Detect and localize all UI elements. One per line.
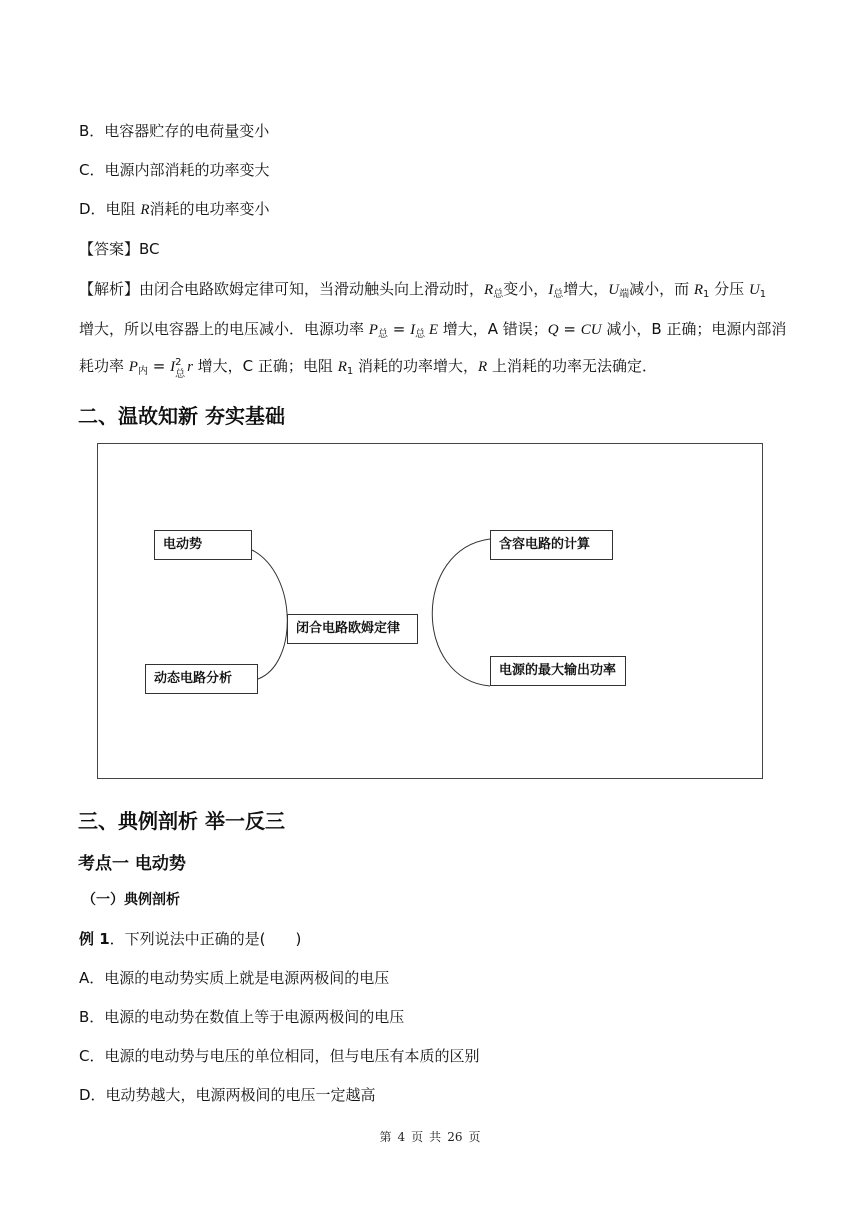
subscript: 端 bbox=[619, 289, 630, 300]
var-U1: U bbox=[748, 282, 760, 298]
var-R1: R bbox=[337, 359, 347, 375]
analysis-text: 耗功率 bbox=[79, 357, 129, 375]
concept-map-connectors bbox=[98, 444, 762, 778]
option-d-suffix: 消耗的电功率变小 bbox=[149, 200, 270, 218]
var-R: R bbox=[478, 359, 488, 375]
subscript: 总 bbox=[553, 289, 564, 300]
example-1-option-b: B．电源的电动势在数值上等于电源两极间的电压 bbox=[79, 1008, 405, 1026]
answer-line bbox=[79, 239, 160, 259]
equals: = bbox=[558, 320, 581, 338]
analysis-label: 【解析】 bbox=[79, 280, 140, 298]
footer-di: 第 bbox=[379, 1130, 392, 1144]
node-emf: 电动势 bbox=[154, 530, 252, 560]
var-I: I bbox=[548, 282, 554, 298]
subscript: 内 bbox=[137, 366, 148, 377]
sup-sub-stack bbox=[175, 356, 187, 380]
footer-ye: 页 bbox=[411, 1130, 424, 1144]
var-R1: R bbox=[693, 282, 704, 298]
equals: = bbox=[387, 320, 411, 338]
concept-map bbox=[97, 443, 763, 779]
analysis-text: 变小， bbox=[503, 280, 549, 298]
answer-value: BC bbox=[139, 240, 160, 258]
footer-gong: 共 bbox=[429, 1130, 442, 1144]
example-1-option-a: A．电源的电动势实质上就是电源两极间的电压 bbox=[79, 969, 390, 987]
connector-right bbox=[432, 539, 490, 686]
option-d-prefix: D．电阻 bbox=[79, 200, 141, 218]
superscript: 2 bbox=[175, 357, 182, 368]
section-3-title: 三、典例剖析 举一反三 bbox=[78, 809, 285, 833]
total-pages: 26 bbox=[447, 1130, 463, 1144]
var-P: P bbox=[368, 322, 378, 338]
example-label: 例 1 bbox=[79, 930, 110, 948]
analysis-text: 消耗的功率增大， bbox=[353, 357, 479, 375]
example-1-stem bbox=[79, 929, 301, 949]
kaodian-title: 考点一 电动势 bbox=[78, 854, 186, 874]
subscript: 总 bbox=[175, 369, 186, 380]
analysis-text: 增大，所以电容器上的电压减小．电源功率 bbox=[79, 320, 369, 338]
page-number: 4 bbox=[397, 1130, 406, 1144]
node-dynamic-circuit: 动态电路分析 bbox=[145, 664, 258, 694]
analysis-text: 减小，而 bbox=[629, 280, 694, 298]
var-E: E bbox=[425, 322, 438, 338]
var-R: R bbox=[140, 202, 150, 218]
answer-label: 【答案】 bbox=[79, 240, 140, 258]
analysis-text: 分压 bbox=[709, 280, 749, 298]
var-CU: CU bbox=[580, 322, 602, 338]
subscript: 总 bbox=[493, 289, 504, 300]
var-R: R bbox=[484, 282, 494, 298]
subscript: 总 bbox=[415, 329, 426, 340]
example-stem: ．下列说法中正确的是( ) bbox=[109, 930, 302, 948]
subscript: 1 bbox=[759, 289, 767, 300]
option-c-prev: C．电源内部消耗的功率变大 bbox=[79, 161, 270, 179]
analysis-text: 由闭合电路欧姆定律可知，当滑动触头向上滑动时， bbox=[139, 280, 485, 298]
equals: = bbox=[147, 357, 171, 375]
var-P: P bbox=[128, 359, 138, 375]
var-Q: Q bbox=[547, 322, 559, 338]
analysis-text: 增大，A 错误； bbox=[437, 320, 548, 338]
option-b-prev: B．电容器贮存的电荷量变小 bbox=[79, 122, 270, 140]
option-d-prev bbox=[79, 199, 270, 220]
var-I: I bbox=[410, 322, 416, 338]
example-1-option-c: C．电源的电动势与电压的单位相同，但与电压有本质的区别 bbox=[79, 1047, 480, 1065]
analysis-text: 减小，B 正确；电源内部消 bbox=[601, 320, 787, 338]
subsection-title: （一）典例剖析 bbox=[82, 892, 180, 908]
footer-ye: 页 bbox=[468, 1130, 481, 1144]
connector-left bbox=[252, 550, 287, 679]
var-I: I bbox=[170, 359, 176, 375]
subscript: 总 bbox=[377, 329, 388, 340]
node-capacitor-circuit: 含容电路的计算 bbox=[490, 530, 613, 560]
subscript: 1 bbox=[346, 366, 354, 377]
analysis-line-2 bbox=[79, 319, 786, 345]
section-2-title: 二、温故知新 夯实基础 bbox=[78, 404, 285, 428]
analysis-line-3 bbox=[79, 356, 657, 382]
node-max-output-power: 电源的最大输出功率 bbox=[490, 656, 626, 686]
analysis-text: 增大， bbox=[563, 280, 609, 298]
analysis-text: 上消耗的功率无法确定． bbox=[487, 357, 657, 375]
subscript: 1 bbox=[703, 289, 710, 300]
page-footer bbox=[0, 1128, 860, 1145]
node-ohm-law: 闭合电路欧姆定律 bbox=[287, 614, 418, 644]
example-1-option-d: D．电动势越大，电源两极间的电压一定越高 bbox=[79, 1086, 376, 1104]
analysis-line-1 bbox=[79, 279, 766, 305]
analysis-text: 增大，C 正确；电阻 bbox=[192, 357, 338, 375]
var-r: r bbox=[187, 359, 193, 375]
var-U: U bbox=[608, 282, 620, 298]
